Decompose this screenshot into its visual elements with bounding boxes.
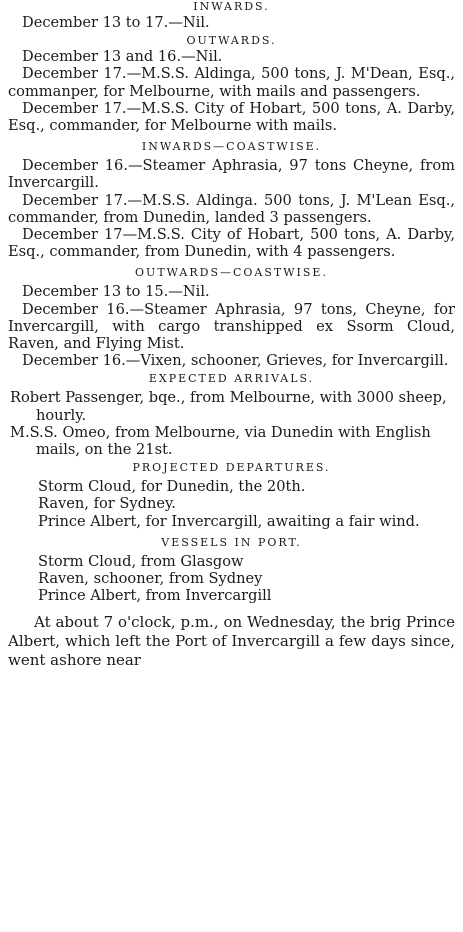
vessel-entry: Raven, schooner, from Sydney (38, 570, 263, 588)
departure-entry: Raven, for Sydney. (38, 495, 176, 513)
section-heading-outwards-coastwise: OUTWARDS—COASTWISE. (135, 266, 328, 280)
shipping-entry: December 17.—M.S.S. City of Hobart, 500 tons, A. Darby, Esq., commander, for Melbourne with mails. (8, 99, 455, 135)
shipping-entry: December 17—M.S.S. City of Hobart, 500 tons, A. Darby, Esq., commander, from Dunedin, with 4 passengers. (8, 226, 455, 261)
shipping-entry: December 17.—M.S.S. Aldinga. 500 tons, J. M'Lean Esq., commander, from Dunedin, landed 3 passengers. (8, 191, 455, 226)
departure-entry: Prince Albert, for Invercargill, awaiting a fair wind. (38, 512, 420, 530)
departure-entry: Storm Cloud, for Dunedin, the 20th. (38, 478, 306, 496)
vessel-entry: Prince Albert, from Invercargill (38, 587, 272, 605)
arrival-entry: Robert Passenger, bqe., from Melbourne, with 3000 sheep, hourly. (10, 389, 447, 424)
section-heading-vessels-in-port: VESSELS IN PORT. (161, 535, 302, 549)
arrival-entry: M.S.S. Omeo, from Melbourne, via Dunedin with English mails, on the 21st. (10, 423, 431, 459)
shipping-entry: December 13 and 16.—Nil. (22, 48, 223, 66)
section-heading-projected-departures: PROJECTED DEPARTURES. (132, 461, 331, 475)
shipping-entry: December 13 to 17.—Nil. (22, 14, 210, 31)
shipping-entry: December 16.—Steamer Aphrasia, 97 tons Cheyne, from Invercargill. (8, 157, 455, 192)
shipping-entry: December 16.—Vixen, schooner, Grieves, for Invercargill. (22, 352, 449, 370)
shipping-entry: December 16.—Steamer Aphrasia, 97 tons, Cheyne, for Invercargill, with cargo transhipped ex Ssorm Cloud, Raven, and Flying Mist. (8, 300, 455, 353)
section-heading-outwards: OUTWARDS. (186, 34, 277, 48)
shipping-entry: December 13 to 15.—Nil. (22, 283, 210, 301)
section-heading-inwards-coastwise: INWARDS—COASTWISE. (141, 140, 322, 154)
news-paragraph: At about 7 o'clock, p.m., on Wednesday, the brig Prince Albert, which left the Port of Invercargill a few days since, went ashore near (8, 613, 455, 670)
vessel-entry: Storm Cloud, from Glasgow (38, 552, 244, 570)
shipping-entry: December 17.—M.S.S. Aldinga, 500 tons, J. M'Dean, Esq., commanper, for Melbourne, with mails and passengers. (8, 65, 455, 100)
section-heading-expected-arrivals: EXPECTED ARRIVALS. (148, 372, 315, 386)
section-heading-inwards: INWARDS. (193, 0, 270, 13)
